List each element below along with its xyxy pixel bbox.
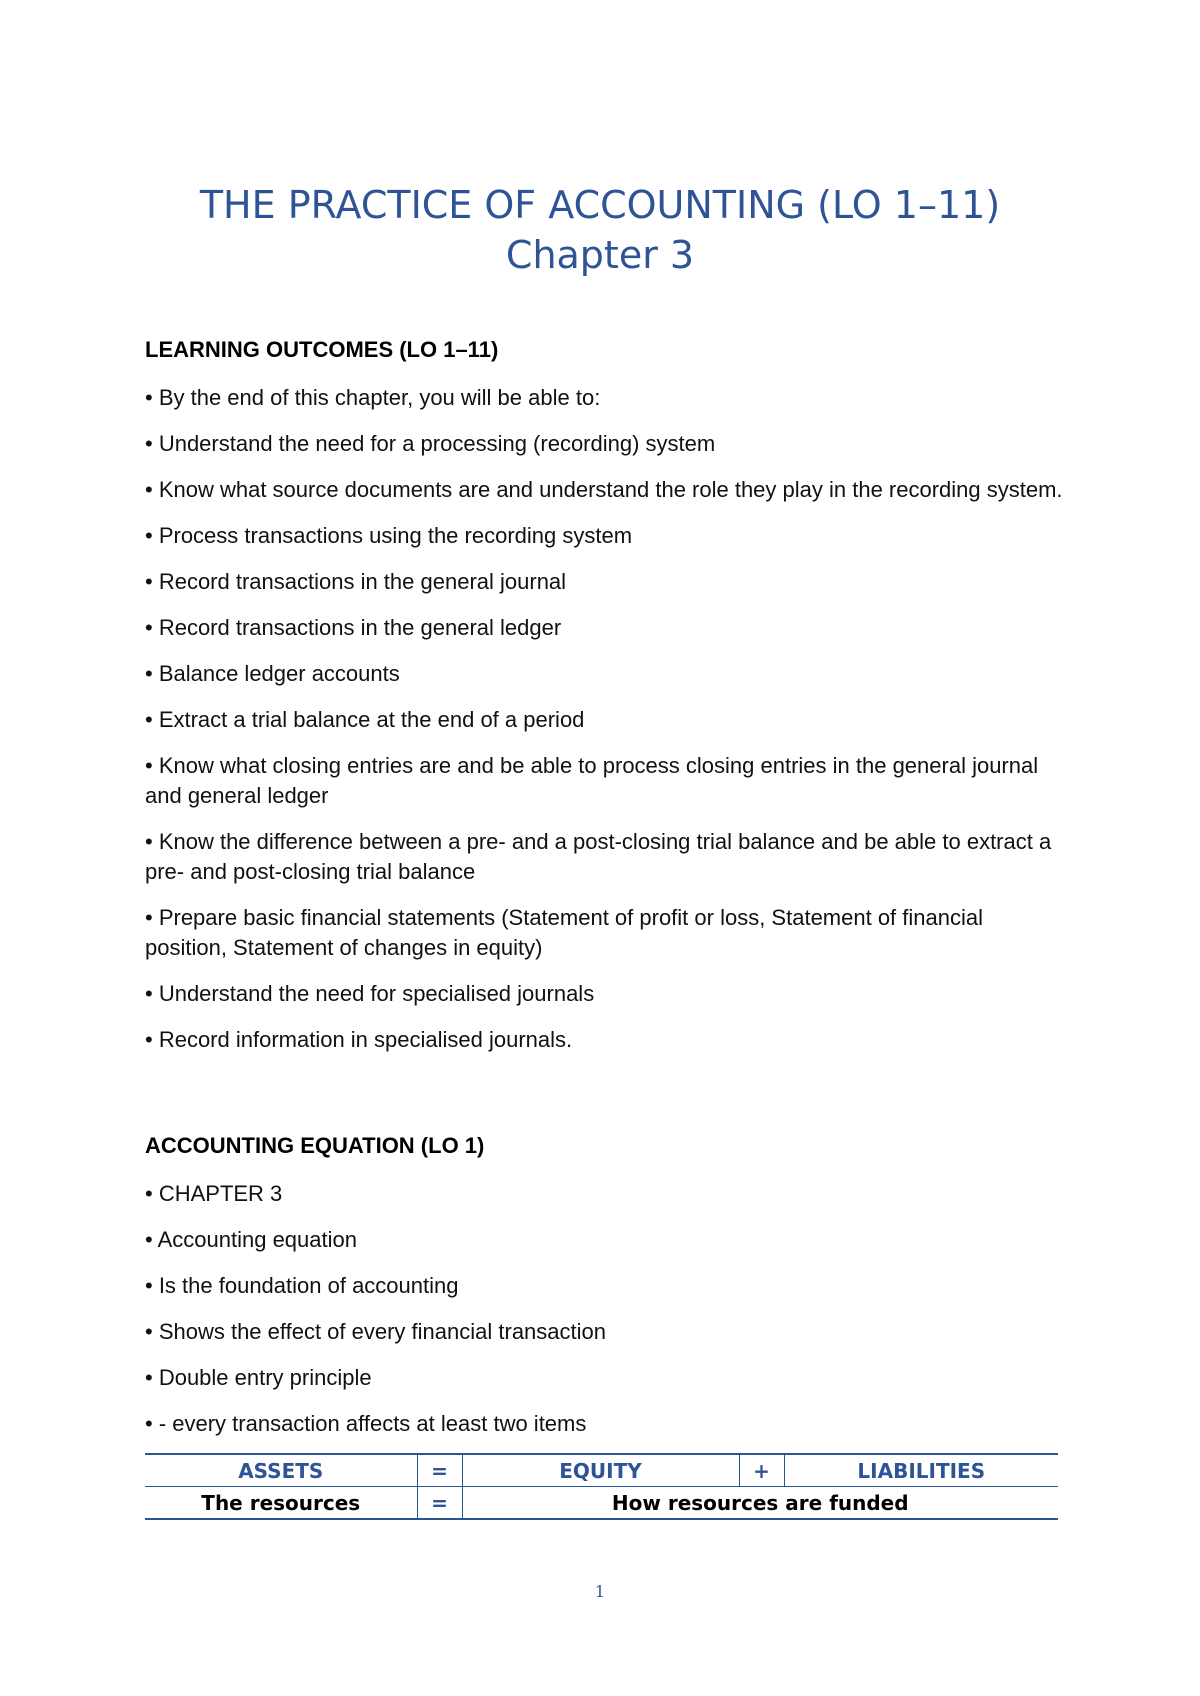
plus-sign: + bbox=[739, 1454, 784, 1487]
list-item: • Prepare basic financial statements (Statement of profit or loss, Statement of financial position, Statement of changes in equity) bbox=[145, 905, 983, 960]
liabilities-cell: LIABILITIES bbox=[784, 1454, 1058, 1487]
list-item: • Extract a trial balance at the end of a period bbox=[145, 707, 585, 732]
table-header-row bbox=[145, 1454, 1058, 1487]
equals-sign: = bbox=[417, 1454, 462, 1487]
document-body bbox=[145, 337, 1065, 1520]
list-item: • Record transactions in the general journal bbox=[145, 569, 567, 594]
learning-outcomes-list bbox=[145, 383, 1065, 1055]
section-spacer bbox=[145, 1071, 1065, 1133]
list-item: • Understand the need for specialised journals bbox=[145, 981, 595, 1006]
accounting-equation-list bbox=[145, 1179, 1065, 1439]
list-item: • CHAPTER 3 bbox=[145, 1181, 283, 1206]
list-item: • Understand the need for a processing (recording) system bbox=[145, 431, 716, 456]
list-item: • Know what source documents are and understand the role they play in the recording system. bbox=[145, 477, 1063, 502]
accounting-equation-table bbox=[145, 1453, 1058, 1520]
assets-cell: ASSETS bbox=[145, 1454, 417, 1487]
list-item: • Know the difference between a pre- and a post-closing trial balance and be able to extract a pre- and post-closing trial balance bbox=[145, 829, 1052, 884]
list-item: • Shows the effect of every financial transaction bbox=[145, 1319, 606, 1344]
list-item: • Know what closing entries are and be able to process closing entries in the general journal and general ledger bbox=[145, 753, 1039, 808]
resources-cell: The resources bbox=[145, 1487, 417, 1520]
title-line-1: THE PRACTICE OF ACCOUNTING (LO 1–11) bbox=[199, 183, 1001, 227]
list-item: • By the end of this chapter, you will be able to: bbox=[145, 385, 601, 410]
list-item: • Double entry principle bbox=[145, 1365, 372, 1390]
list-item: • Accounting equation bbox=[145, 1227, 357, 1252]
funding-cell: How resources are funded bbox=[462, 1487, 1058, 1520]
title-line-2: Chapter 3 bbox=[505, 233, 695, 277]
equity-cell: EQUITY bbox=[462, 1454, 739, 1487]
list-item: • Balance ledger accounts bbox=[145, 661, 400, 686]
list-item: • Record transactions in the general ledger bbox=[145, 615, 562, 640]
table-row bbox=[145, 1487, 1058, 1520]
list-item: • - every transaction affects at least two items bbox=[145, 1411, 587, 1436]
list-item: • Is the foundation of accounting bbox=[145, 1273, 459, 1298]
learning-outcomes-heading: LEARNING OUTCOMES (LO 1–11) bbox=[145, 337, 499, 362]
page-number: 1 bbox=[594, 1582, 606, 1601]
accounting-equation-heading: ACCOUNTING EQUATION (LO 1) bbox=[145, 1133, 485, 1158]
list-item: • Process transactions using the recording system bbox=[145, 523, 633, 548]
list-item: • Record information in specialised journals. bbox=[145, 1027, 573, 1052]
equals-sign: = bbox=[417, 1487, 462, 1520]
document-title bbox=[0, 180, 1200, 280]
